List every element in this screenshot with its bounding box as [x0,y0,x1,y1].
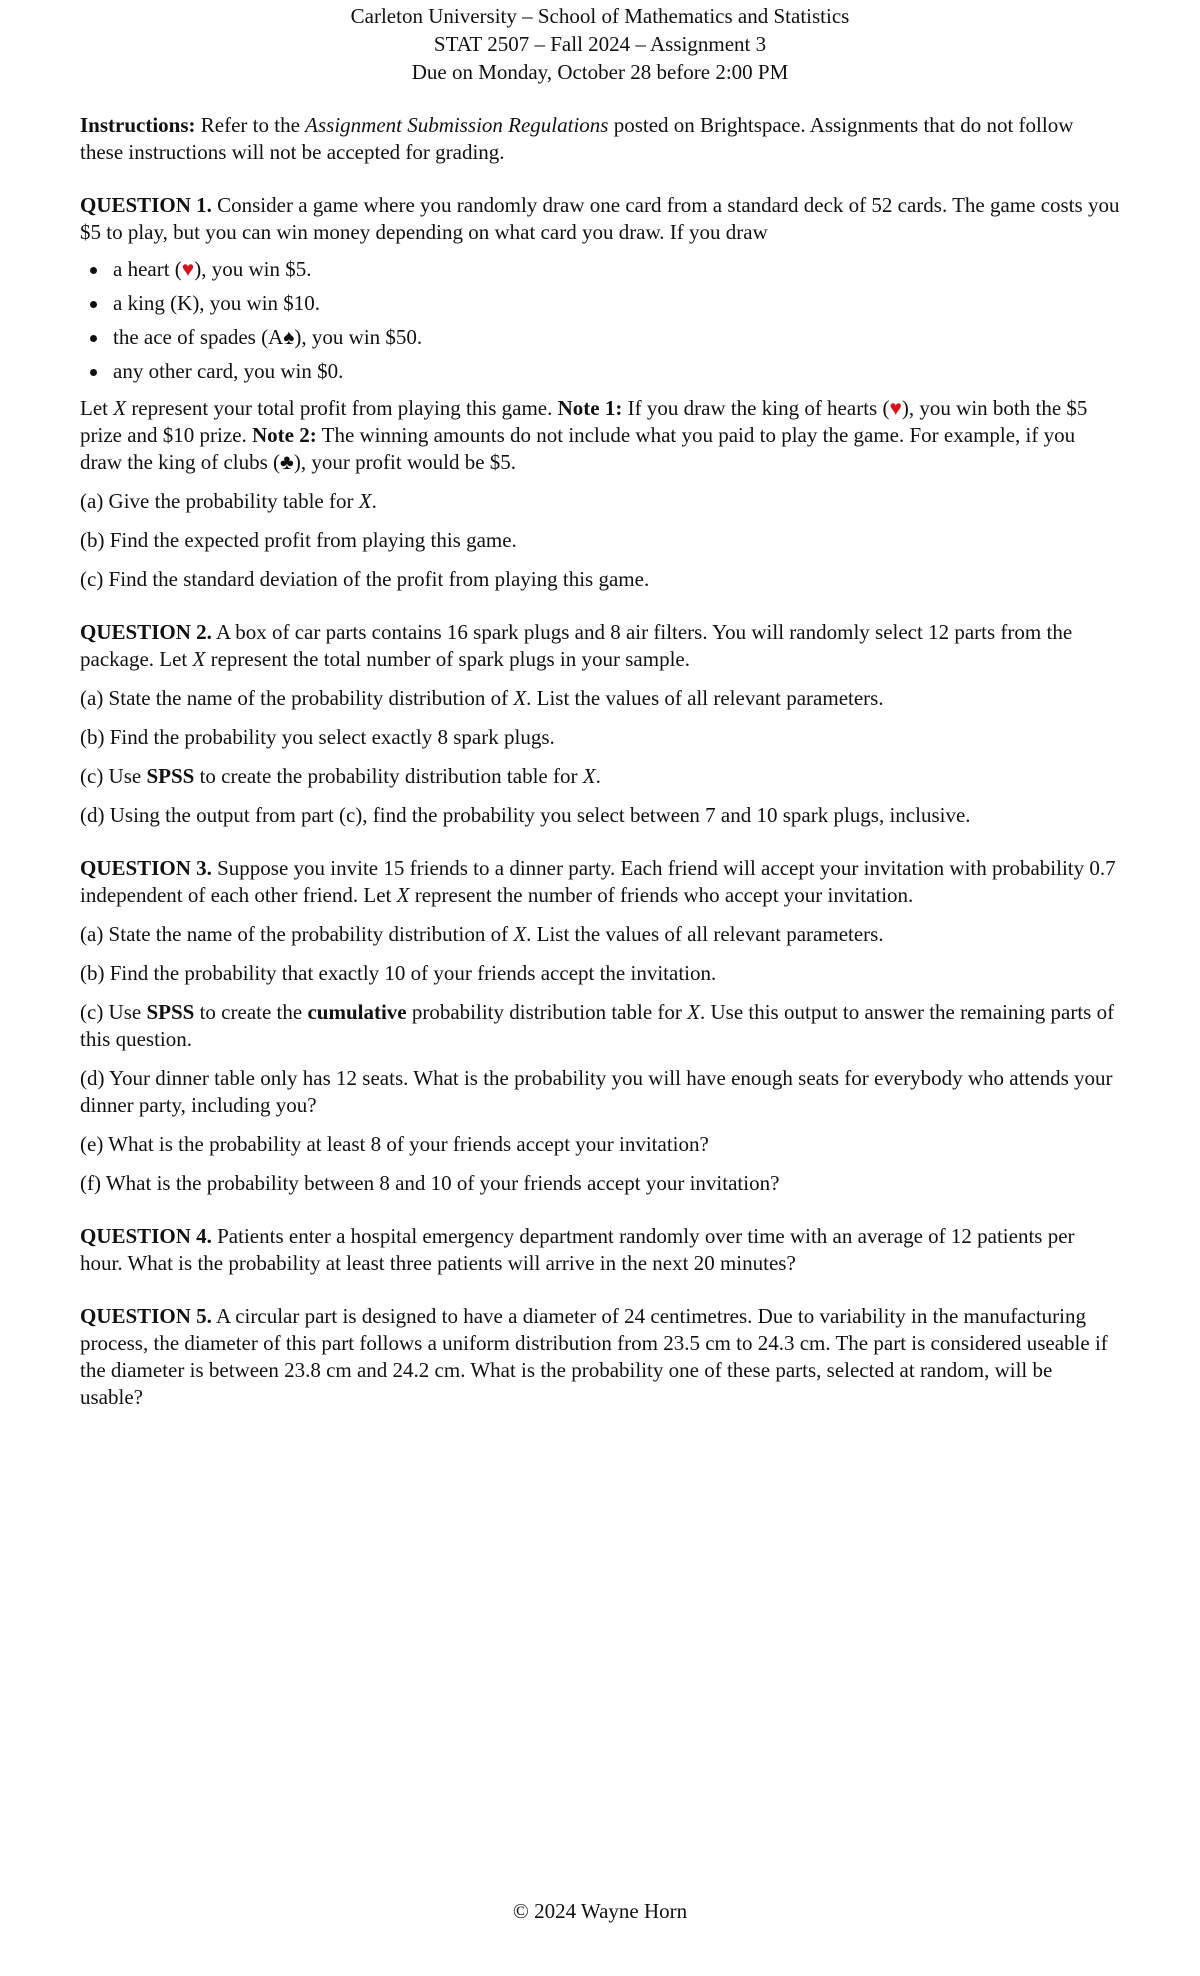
spade-suit-icon: ♠ [283,325,295,349]
prize-list-item: a king (K), you win $10. [80,290,1120,317]
question-1-text: Consider a game where you randomly draw one card from a standard deck of 52 cards. The game costs you $5 to play, but you can win money depending on what card you draw. If you draw [80,193,1120,244]
club-suit-icon: ♣ [280,450,294,474]
question-4 [80,1223,1120,1277]
question-4-label: QUESTION 4. [80,1224,212,1248]
heart-suit-icon: ♥ [181,257,195,281]
question-4-text: QUESTION 4. Patients enter a hospital emergency department randomly over time with an average of 12 patients per hour. What is the probability at least three patients will arrive in the next 20 minutes? [80,1224,1075,1275]
question-3-part-b: (b) Find the probability that exactly 10 of your friends accept the invitation. [80,961,717,985]
question-3-part-e: (e) What is the probability at least 8 of your friends accept your invitation? [80,1132,709,1156]
question-5 [80,1303,1120,1411]
instructions [80,112,1120,166]
variable-x: X [358,489,372,513]
prize-list-item: the ace of spades (A♠), you win $50. [80,324,1120,351]
question-2-part-b: (b) Find the probability you select exactly 8 spark plugs. [80,725,555,749]
question-2-label: QUESTION 2. [80,620,212,644]
question-2-part-c: (c) Use SPSS to create the probability distribution table for X. [80,764,601,788]
bullet-icon [90,267,97,274]
header-course: STAT 2507 – Fall 2024 – Assignment 3 [433,32,767,56]
bullet-icon [90,335,97,342]
question-1-part-c: (c) Find the standard deviation of the profit from playing this game. [80,567,650,591]
header-due-date: Due on Monday, October 28 before 2:00 PM [411,60,789,84]
instructions-text-a: Refer to the [195,113,306,137]
question-5-text: QUESTION 5. A circular part is designed to have a diameter of 24 centimetres. Due to variability in the manufacturing process, the diameter of this part follows a uniform distribution from 23.5 cm to 24.3 cm. The part is considered useable if the diameter is between 23.8 cm and 24.2 cm. What is the probability one of these parts, selected at random, will be usable? [80,1304,1108,1409]
spss-label: SPSS [146,764,195,788]
question-3-part-d: (d) Your dinner table only has 12 seats. What is the probability you will have enough seats for everybody who attends your dinner party, including you? [80,1066,1113,1117]
question-2-part-d: (d) Using the output from part (c), find the probability you select between 7 and 10 spark plugs, inclusive. [80,803,971,827]
question-1-intro [80,192,1120,246]
variable-x: X [396,883,410,907]
instructions-label: Instructions: [80,113,196,137]
prize-list [80,256,1120,385]
question-1 [80,192,1120,593]
document-header [80,0,1120,86]
cumulative-label: cumulative [307,1000,407,1024]
variable-x: X [113,396,127,420]
instructions-emphasis: Assignment Submission Regulations [305,113,609,137]
variable-x: X [513,922,527,946]
question-3-intro: QUESTION 3. Suppose you invite 15 friends to a dinner party. Each friend will accept your invitation with probability 0.7 independent of each other friend. Let X represent the number of friends who accept your invitation. [80,856,1116,907]
question-3-part-a: (a) State the name of the probability distribution of X. List the values of all relevant parameters. [80,922,884,946]
question-3-part-f: (f) What is the probability between 8 and 10 of your friends accept your invitation? [80,1171,780,1195]
prize-list-item: any other card, you win $0. [80,358,1120,385]
copyright-footer: © 2024 Wayne Horn [512,1899,688,1923]
question-2-part-a: (a) State the name of the probability distribution of X. List the values of all relevant parameters. [80,686,884,710]
question-3-label: QUESTION 3. [80,856,212,880]
variable-x: X [687,1000,700,1024]
bullet-icon [90,301,97,308]
question-5-label: QUESTION 5. [80,1304,212,1328]
variable-x: X [582,764,596,788]
bullet-icon [90,369,97,376]
prize-list-item: a heart (♥), you win $5. [80,256,1120,283]
variable-x: X [513,686,527,710]
question-1-notes: Let X represent your total profit from playing this game. Note 1: If you draw the king of hearts (♥), you win both the $5 prize and $10 prize. Note 2: The winning amounts do not include what you paid to play the game. For example, if you draw the king of clubs (♣), your profit would be $5. [80,396,1088,474]
spss-label: SPSS [146,1000,195,1024]
heart-suit-icon: ♥ [889,396,902,420]
instructions-text-b: posted on Brightspace. Assignments that do not follow these instructions will not be accepted for grading. [80,113,1074,164]
note-1-label: Note 1: [557,396,623,420]
document-page [80,0,1120,1423]
variable-x: X [192,647,206,671]
question-3-part-c: (c) Use SPSS to create the cumulative probability distribution table for X. Use this output to answer the remaining parts of this question. [80,1000,1115,1051]
question-2-intro: QUESTION 2. A box of car parts contains 16 spark plugs and 8 air filters. You will randomly select 12 parts from the package. Let X represent the total number of spark plugs in your sample. [80,620,1073,671]
question-3 [80,855,1120,1197]
header-institution: Carleton University – School of Mathematics and Statistics [350,4,850,28]
question-1-label: QUESTION 1. [80,193,212,217]
question-1-part-a: (a) Give the probability table for X. [80,489,377,513]
question-1-part-b: (b) Find the expected profit from playing this game. [80,528,517,552]
note-2-label: Note 2: [252,423,317,447]
question-2 [80,619,1120,829]
